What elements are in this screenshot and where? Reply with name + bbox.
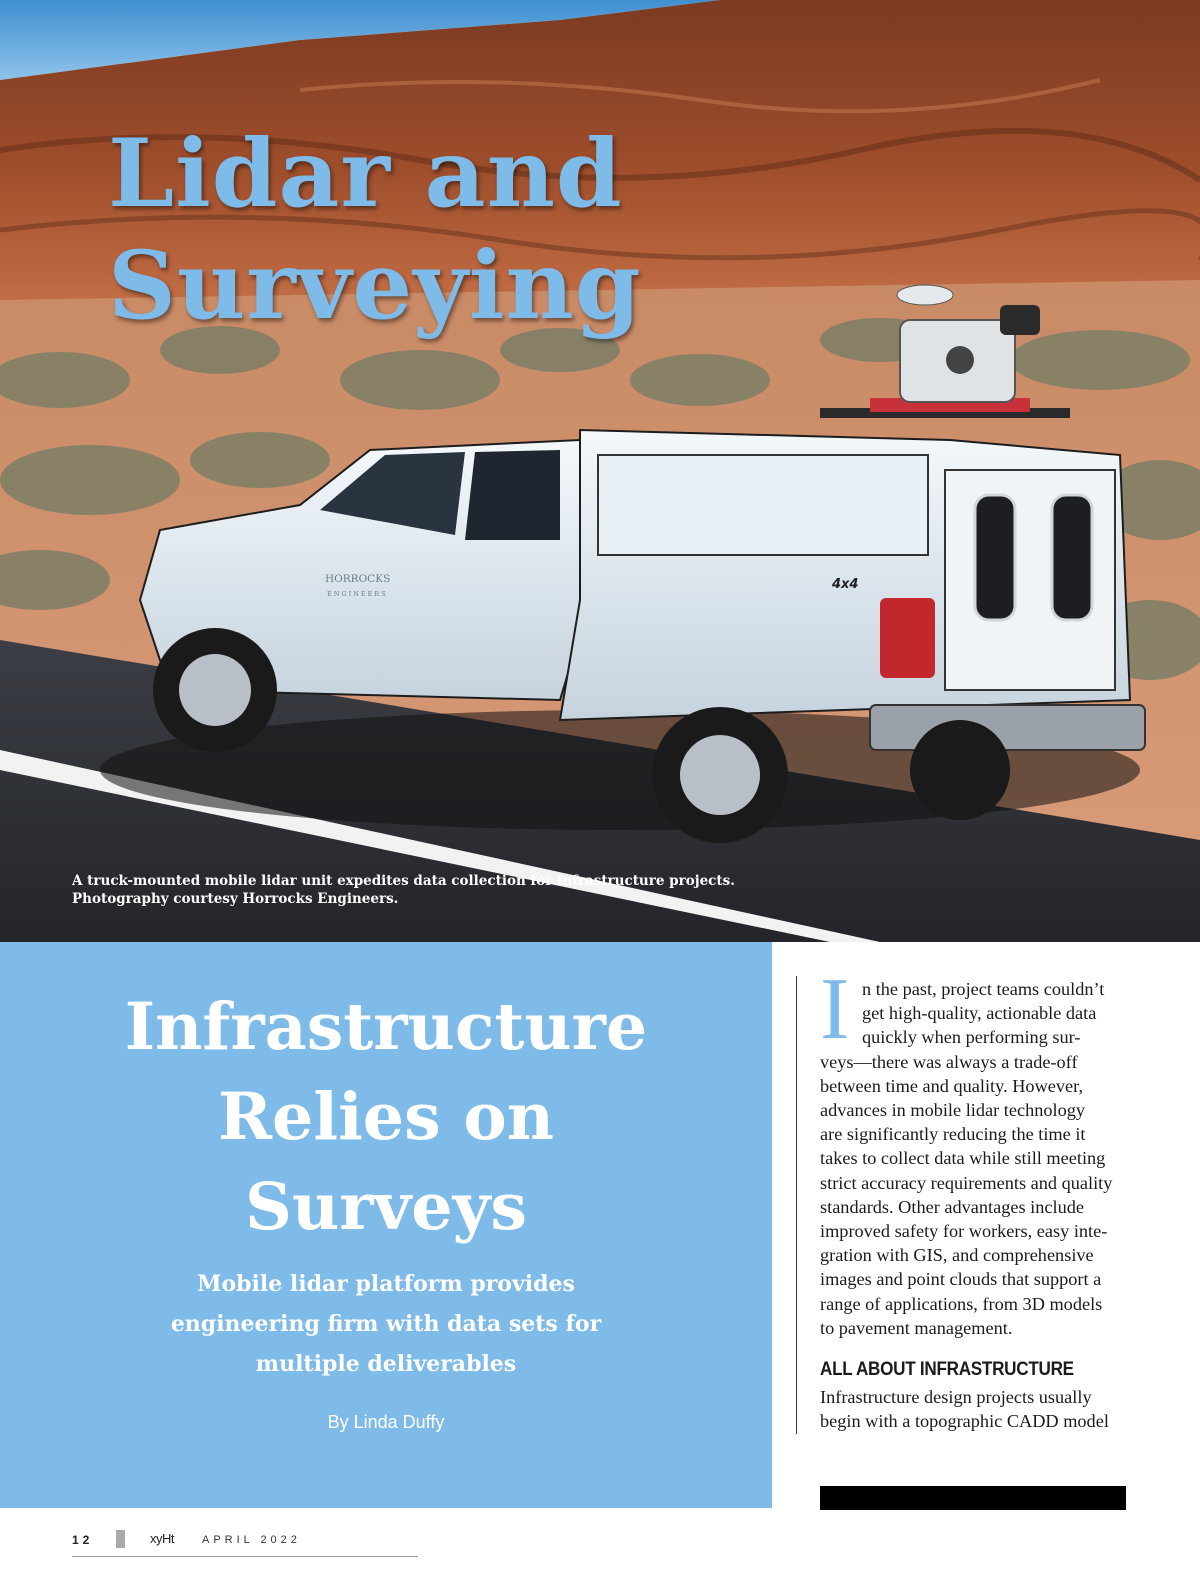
body-line: to pavement management.: [820, 1317, 1013, 1338]
intro-paragraph: [820, 977, 1120, 1340]
issue-date: APRIL 2022: [202, 1534, 301, 1546]
section-body: [820, 1385, 1120, 1433]
column-rule: [796, 976, 797, 1434]
headline-line-3: Surveys: [245, 1169, 527, 1245]
page-number: 12: [72, 1533, 94, 1547]
body-line: quickly when performing sur-: [862, 1027, 1081, 1048]
headline-line-1: Infrastructure: [124, 989, 648, 1065]
truck-door-logo-sub: ENGINEERS: [327, 590, 388, 598]
article-subhead: [110, 1264, 662, 1384]
article-headline: [40, 982, 732, 1252]
headline-line-2: Relies on: [218, 1079, 554, 1155]
section-tag-line-2: Surveying: [108, 231, 642, 341]
subhead-line-1: Mobile lidar platform provides: [197, 1271, 575, 1297]
magazine-name: xyHt: [150, 1531, 174, 1546]
redaction-bar: [820, 1486, 1126, 1510]
body-line: Infrastructure design projects usually: [820, 1387, 1092, 1407]
subhead-line-2: engineering firm with data sets for: [170, 1311, 602, 1337]
headline-panel: [0, 942, 772, 1508]
body-line: begin with a topographic CADD model: [820, 1411, 1109, 1432]
body-line: veys—there was always a trade-off: [820, 1051, 1078, 1072]
body-line: get high-quality, actionable data: [862, 1003, 1097, 1024]
footer-divider: [116, 1530, 125, 1548]
caption-line-1: A truck-mounted mobile lidar unit expedites data collection for infrastructure projects.: [72, 873, 735, 889]
body-line: n the past, project teams couldn’t: [862, 979, 1105, 999]
section-tag-title: [108, 118, 642, 342]
section-heading: ALL ABOUT INFRASTRUCTURE: [820, 1359, 1074, 1380]
subhead-line-3: multiple deliverables: [255, 1351, 517, 1377]
body-line: images and point clouds that support a: [820, 1269, 1102, 1290]
truck-4x4-badge: 4x4: [832, 577, 859, 592]
drop-cap: I: [820, 961, 850, 1058]
byline: By Linda Duffy: [327, 1412, 445, 1432]
body-line: advances in mobile lidar technology: [820, 1100, 1085, 1121]
body-line: strict accuracy requirements and quality: [820, 1172, 1113, 1193]
body-line: between time and quality. However,: [820, 1075, 1084, 1096]
photo-caption: [72, 872, 832, 908]
body-line: range of applications, from 3D models: [820, 1293, 1103, 1314]
body-line: are significantly reducing the time it: [820, 1124, 1086, 1145]
body-line: standards. Other advantages include: [820, 1196, 1084, 1217]
truck-door-logo: HORROCKS: [325, 573, 391, 585]
article-intro: [820, 977, 1120, 1340]
caption-line-2: Photography courtesy Horrocks Engineers.: [72, 891, 399, 907]
body-line: gration with GIS, and comprehensive: [820, 1245, 1094, 1266]
page-footer: [72, 1530, 418, 1557]
body-line: improved safety for workers, easy inte-: [820, 1221, 1108, 1242]
section-tag-line-1: Lidar and: [108, 119, 623, 229]
body-line: takes to collect data while still meeting: [820, 1148, 1106, 1169]
